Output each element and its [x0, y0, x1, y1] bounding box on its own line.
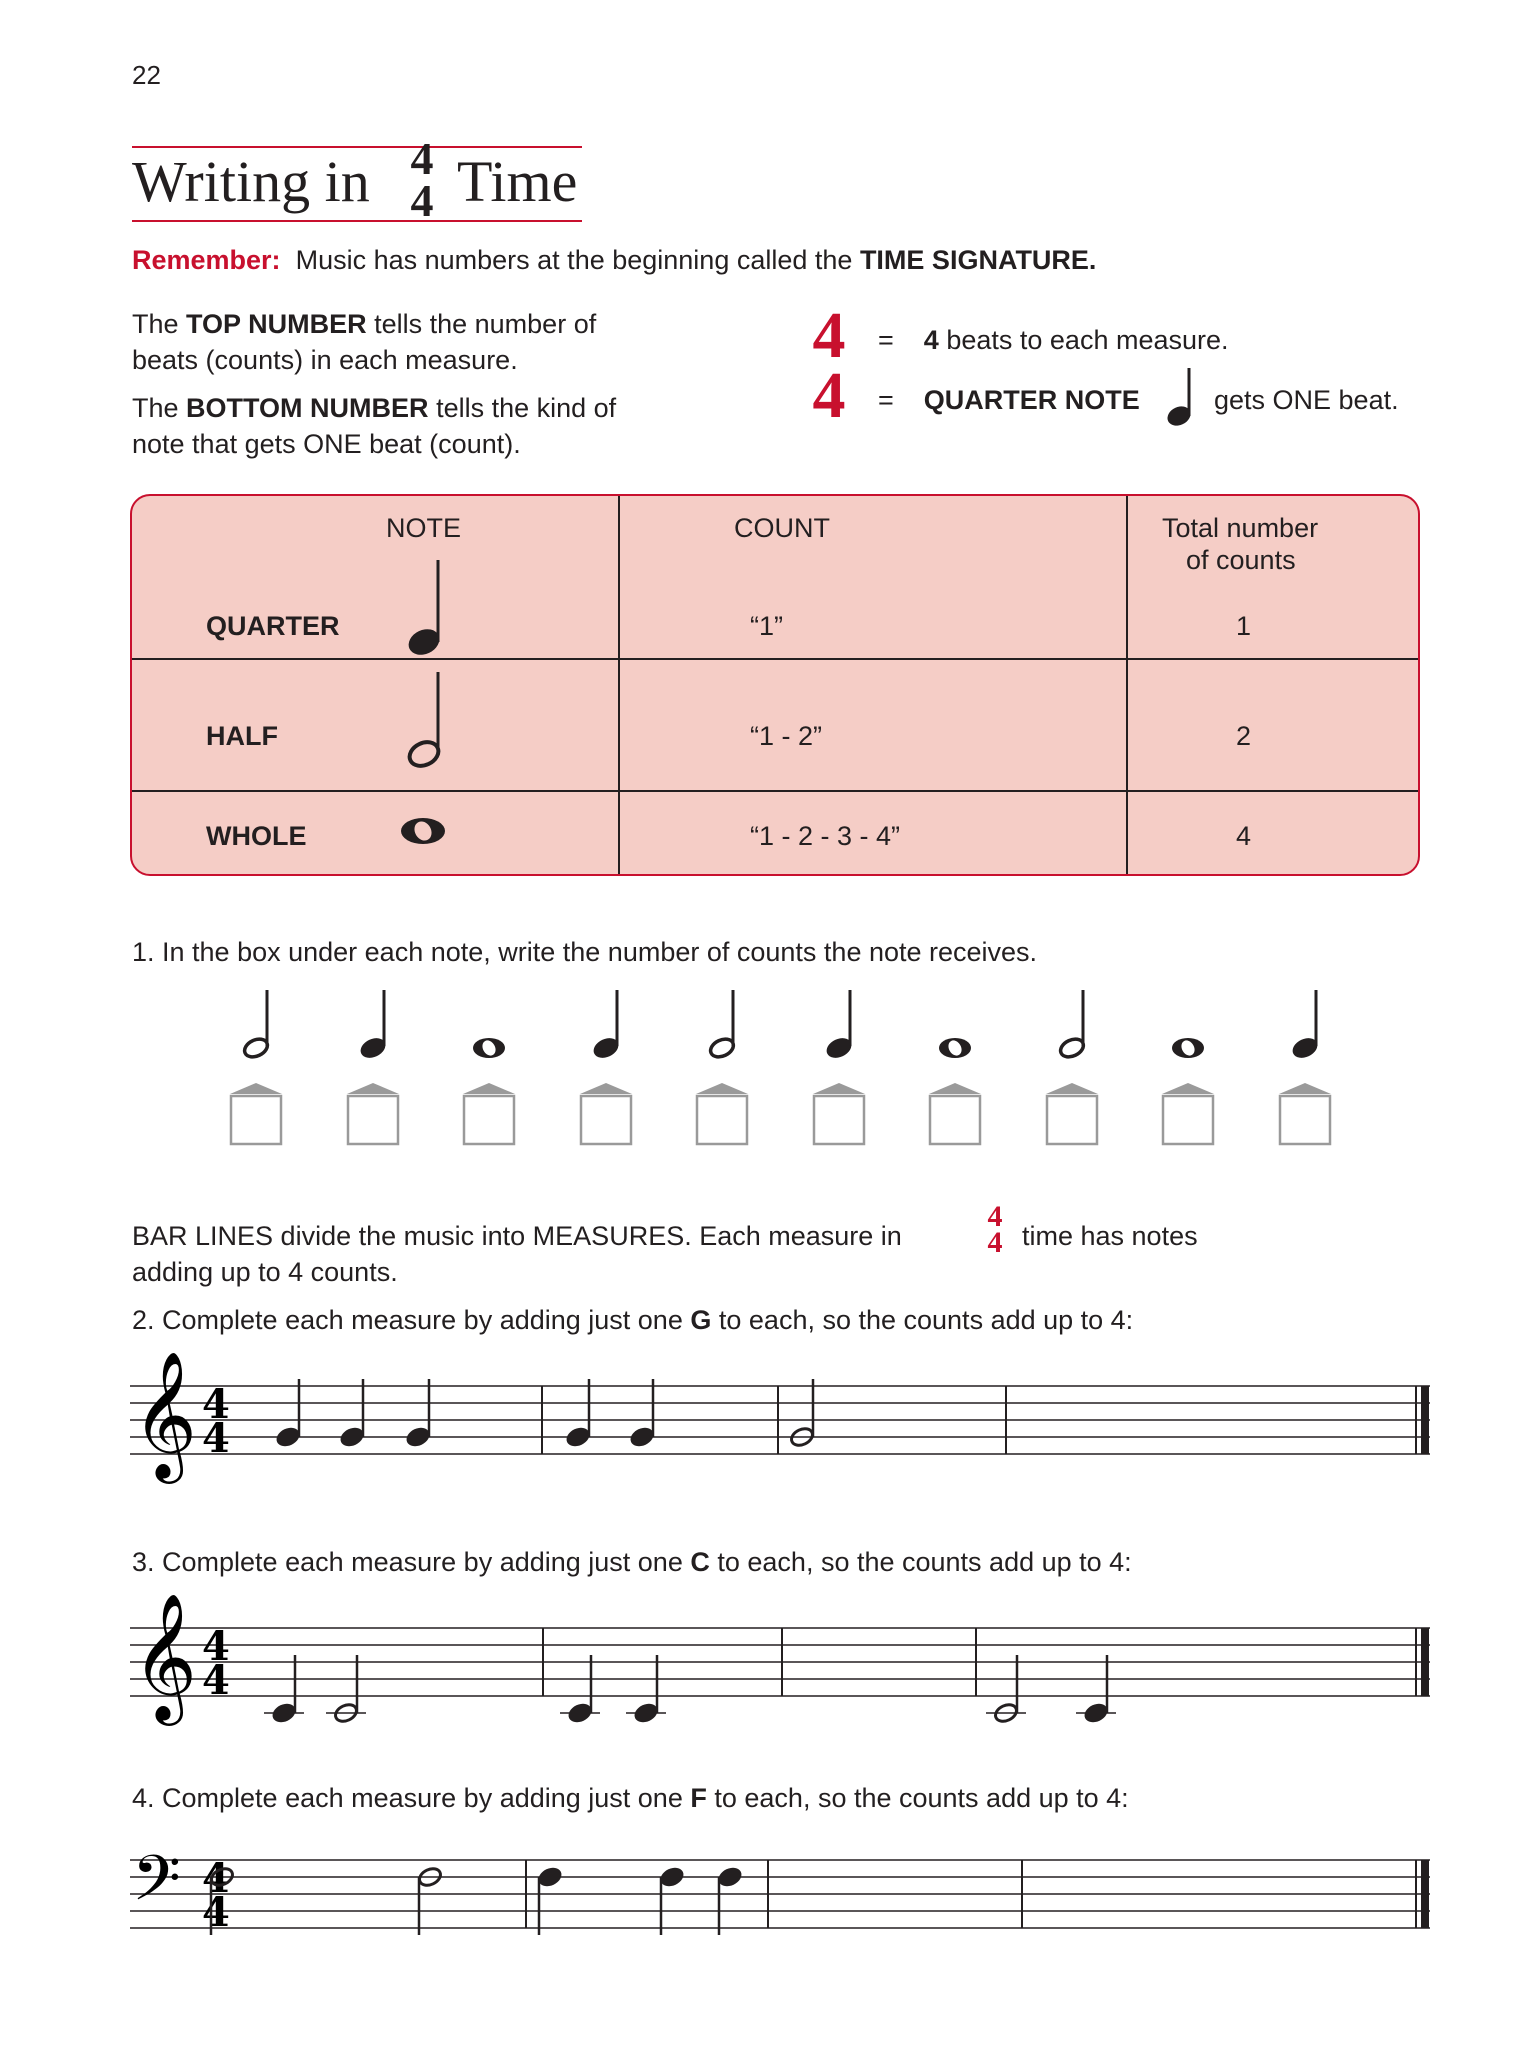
whole-note-icon: [925, 982, 985, 1072]
header-total-2: of counts: [1186, 545, 1296, 575]
exercise-3-pre: 3. Complete each measure by adding just one: [132, 1547, 683, 1577]
half-note-icon: [986, 1655, 1026, 1724]
top-number-explain: [132, 306, 596, 342]
half-note-icon: [326, 1655, 366, 1724]
exercise-4-post: to each, so the counts add up to 4:: [714, 1783, 1129, 1813]
half-note-icon: [226, 982, 286, 1072]
title-text-1: Writing in: [132, 149, 370, 214]
time-signature-bottom: 4: [202, 1889, 230, 1936]
row-total-whole: 4: [1236, 821, 1252, 851]
top-explain-post: tells the number of: [374, 309, 597, 339]
time-signature-top: 4: [202, 1381, 230, 1428]
half-note-icon: [417, 1866, 443, 1935]
remember-text: Music has numbers at the beginning called the: [295, 245, 853, 275]
legend-line1-bold: 4: [923, 325, 939, 355]
whole-note-icon: [459, 982, 519, 1072]
half-note-icon: [1042, 982, 1102, 1072]
title-ts-top: 4: [410, 133, 434, 184]
answer-box[interactable]: [927, 1082, 983, 1146]
table-vline-1: [618, 496, 620, 874]
time-signature-bottom: 4: [202, 1415, 230, 1462]
remember-line: [132, 242, 1096, 278]
page-title: [132, 133, 582, 226]
header-count: COUNT: [734, 513, 830, 543]
quarter-note-icon: [343, 982, 403, 1072]
answer-box[interactable]: [345, 1082, 401, 1146]
whole-note-icon: [398, 814, 448, 848]
exercise-2-instruction: [132, 1302, 1133, 1338]
legend-ts-top: 4: [812, 299, 846, 372]
remember-label: Remember:: [132, 245, 281, 275]
quarter-note-icon: [404, 1379, 433, 1450]
answer-box[interactable]: [811, 1082, 867, 1146]
table-hline-2: [132, 790, 1418, 792]
bottom-explain-pre: The: [132, 393, 179, 423]
row-name-half: HALF: [206, 721, 278, 751]
exercise-1-instruction: 1. In the box under each note, write the number of counts the note receives.: [132, 937, 1038, 967]
bottom-explain-post: tells the kind of: [436, 393, 617, 423]
exercise-2-staff: [130, 1350, 1430, 1500]
quarter-note-icon: [406, 556, 446, 656]
legend-line1-text: beats to each measure.: [946, 325, 1229, 355]
quarter-note-icon: [626, 1655, 666, 1726]
table-hline-1: [132, 658, 1418, 660]
quarter-note-icon: [560, 1655, 600, 1726]
bass-clef-icon: 𝄢: [132, 1841, 181, 1930]
legend-line2-bold: QUARTER NOTE: [923, 385, 1140, 415]
exercise-3-staff: [130, 1590, 1430, 1740]
barlines-ts-top: 4: [987, 1200, 1003, 1233]
page-number: 22: [132, 60, 161, 90]
answer-box[interactable]: [1160, 1082, 1216, 1146]
top-number-explain-2: beats (counts) in each measure.: [132, 345, 518, 375]
barlines-ts-bottom: 4: [987, 1226, 1003, 1259]
quarter-note-icon: [338, 1379, 367, 1450]
bottom-number-explain-2: note that gets ONE beat (count).: [132, 429, 521, 459]
row-total-half: 2: [1236, 721, 1252, 751]
barlines-post: time has notes: [1022, 1221, 1198, 1251]
barlines-line-1: [132, 1218, 902, 1254]
legend-equals-2: =: [878, 385, 894, 415]
time-signature-bottom: 4: [202, 1657, 230, 1704]
row-name-whole: WHOLE: [206, 821, 307, 851]
answer-box[interactable]: [228, 1082, 284, 1146]
quarter-note-icon: [658, 1864, 687, 1935]
table-vline-2: [1126, 496, 1128, 874]
bottom-explain-bold: BOTTOM NUMBER: [186, 393, 429, 423]
legend-line-2: [878, 382, 1140, 418]
quarter-note-icon: [274, 1379, 303, 1450]
title-text-2: Time: [457, 149, 578, 214]
quarter-note-icon: [264, 1655, 304, 1726]
header-note: NOTE: [386, 513, 462, 543]
exercise-4-pre: 4. Complete each measure by adding just one: [132, 1783, 683, 1813]
exercise-3-bold: C: [690, 1547, 710, 1577]
treble-clef-icon: 𝄞: [132, 1350, 198, 1478]
answer-box[interactable]: [1277, 1082, 1333, 1146]
barlines-pre: BAR LINES divide the music into MEASURES. Each measure in: [132, 1221, 902, 1251]
remember-bold: TIME SIGNATURE.: [859, 245, 1097, 275]
quarter-note-icon: [716, 1864, 745, 1935]
exercise-3-instruction: [132, 1544, 1132, 1580]
quarter-note-icon: [1166, 366, 1196, 428]
exercise-2-pre: 2. Complete each measure by adding just one: [132, 1305, 683, 1335]
time-signature-top: 4: [202, 1623, 230, 1670]
title-ts-bottom: 4: [410, 175, 434, 226]
bottom-number-explain: [132, 390, 616, 426]
exercise-2-bold: G: [690, 1305, 712, 1335]
legend-time-signature: [800, 299, 858, 432]
row-count-whole: “1 - 2 - 3 - 4”: [750, 821, 901, 851]
quarter-note-icon: [809, 982, 869, 1072]
title-time-signature: [398, 133, 446, 226]
exercise-2-post: to each, so the counts add up to 4:: [718, 1305, 1134, 1335]
half-note-icon: [406, 668, 446, 768]
answer-box[interactable]: [694, 1082, 750, 1146]
treble-clef-icon: 𝄞: [132, 1592, 198, 1720]
row-count-half: “1 - 2”: [750, 721, 823, 751]
quarter-note-icon: [536, 1864, 565, 1935]
time-signature-top: 4: [202, 1855, 230, 1902]
barlines-time-signature: [980, 1200, 1010, 1259]
title-rule-bottom: [132, 220, 582, 222]
answer-box[interactable]: [461, 1082, 517, 1146]
barlines-line-2: adding up to 4 counts.: [132, 1257, 398, 1287]
answer-box[interactable]: [578, 1082, 634, 1146]
top-explain-pre: The: [132, 309, 179, 339]
exercise-3-post: to each, so the counts add up to 4:: [717, 1547, 1132, 1577]
row-name-quarter: QUARTER: [206, 611, 340, 641]
answer-box[interactable]: [1044, 1082, 1100, 1146]
top-explain-bold: TOP NUMBER: [186, 309, 367, 339]
quarter-note-icon: [1076, 1655, 1116, 1726]
legend-equals-1: =: [878, 325, 894, 355]
whole-note-icon: [1158, 982, 1218, 1072]
row-count-quarter: “1”: [750, 611, 783, 641]
half-note-icon: [692, 982, 752, 1072]
quarter-note-icon: [1275, 982, 1335, 1072]
quarter-note-icon: [576, 982, 636, 1072]
exercise-4-instruction: [132, 1780, 1129, 1816]
quarter-note-icon: [628, 1379, 657, 1450]
legend-ts-bottom: 4: [812, 359, 846, 432]
legend-line2-text: gets ONE beat.: [1214, 385, 1399, 415]
note-value-table: [130, 494, 1420, 876]
exercise-4-staff: [130, 1838, 1430, 1958]
legend-line-1: [878, 322, 1229, 358]
exercise-4-bold: F: [690, 1783, 707, 1813]
row-total-quarter: 1: [1236, 611, 1252, 641]
header-total-1: Total number: [1162, 513, 1319, 543]
half-note-icon: [789, 1379, 815, 1448]
quarter-note-icon: [564, 1379, 593, 1450]
